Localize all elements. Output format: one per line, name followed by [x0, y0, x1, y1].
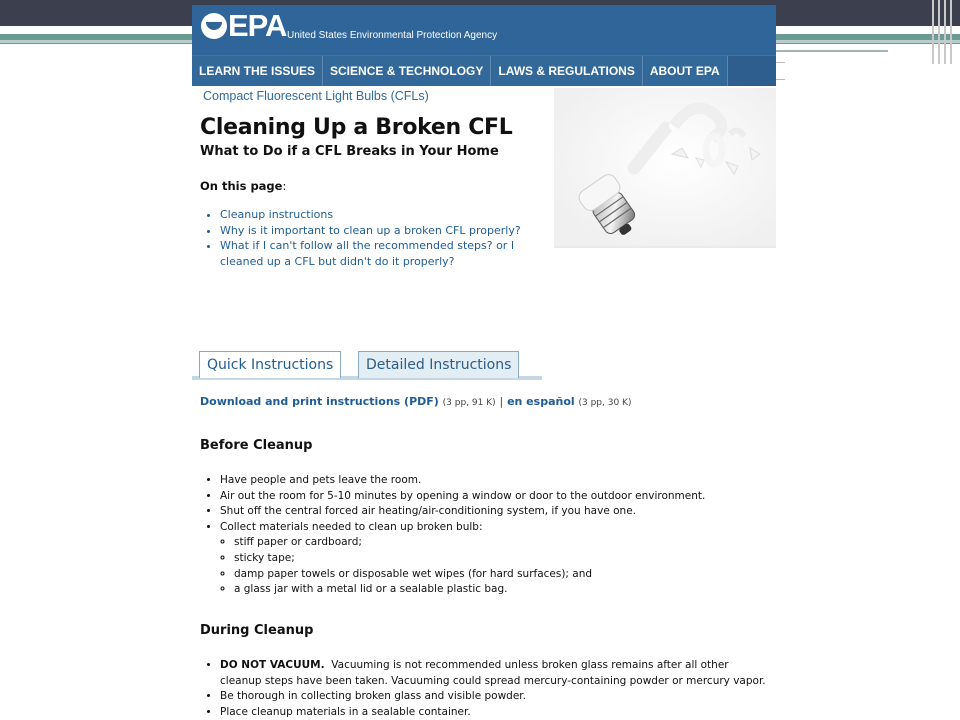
list-item: • Shut off the central forced air heating/air-conditioning system, if you have one.	[220, 504, 770, 520]
cfl-bulb-image	[554, 88, 776, 248]
download-links	[200, 395, 631, 408]
spanish-pdf-link[interactable]: en español	[507, 395, 575, 408]
before-cleanup-section	[200, 438, 770, 598]
link-separator: |	[499, 395, 504, 408]
tab-detailed-instructions[interactable]: Detailed Instructions	[358, 351, 519, 378]
download-pdf-link[interactable]: Download and print instructions (PDF)	[200, 395, 439, 408]
table-of-contents	[200, 207, 555, 269]
during-cleanup-list	[200, 658, 770, 720]
before-cleanup-list	[200, 473, 770, 598]
epa-logo-icon[interactable]	[201, 13, 227, 39]
slide-corner-lines	[928, 0, 960, 64]
during-cleanup-section	[200, 623, 770, 720]
materials-list	[220, 535, 770, 597]
list-item: • DO NOT VACUUM. Vacuuming is not recommended unless broken glass remains after all other cleanup steps have been taken. Vacuuming could spread mercury-containing powder or mercury vapor.	[220, 658, 770, 689]
nav-about-epa[interactable]: ABOUT EPA	[643, 56, 728, 86]
page-title: Cleaning Up a Broken CFL	[200, 115, 513, 140]
during-cleanup-heading: During Cleanup	[200, 623, 314, 638]
instruction-tabs	[192, 351, 776, 381]
list-item: • Have people and pets leave the room.	[220, 473, 770, 489]
nav-science-technology[interactable]: SCIENCE & TECHNOLOGY	[323, 56, 491, 86]
spanish-pdf-size: (3 pp, 30 K)	[578, 398, 632, 408]
breadcrumb[interactable]: Compact Fluorescent Light Bulbs (CFLs)	[203, 89, 429, 103]
list-item: ◦ sticky tape;	[234, 551, 770, 567]
list-item: ◦ a glass jar with a metal lid or a sealable plastic bag.	[234, 582, 770, 598]
do-not-vacuum: DO NOT VACUUM.	[220, 659, 325, 671]
list-item: • Be thorough in collecting broken glass and visible powder.	[220, 689, 770, 705]
page-subtitle: What to Do if a CFL Breaks in Your Home	[200, 144, 499, 159]
slide-underline	[776, 50, 888, 52]
epa-logo-text[interactable]: EPA	[228, 8, 287, 43]
on-this-page-label: On this page:	[200, 179, 287, 193]
nav-laws-regulations[interactable]: LAWS & REGULATIONS	[491, 56, 642, 86]
nav-learn-the-issues[interactable]: LEARN THE ISSUES	[192, 56, 323, 86]
list-item: • Place cleanup materials in a sealable container.	[220, 705, 770, 720]
before-cleanup-heading: Before Cleanup	[200, 438, 313, 453]
toc-link-what-if[interactable]: • What if I can't follow all the recommended steps? or I cleaned up a CFL but didn't do it properly?	[220, 238, 555, 269]
list-item: ◦ stiff paper or cardboard;	[234, 535, 770, 551]
list-item: • Air out the room for 5-10 minutes by opening a window or door to the outdoor environment.	[220, 489, 770, 505]
site-header	[192, 5, 776, 55]
tab-quick-instructions[interactable]: Quick Instructions	[199, 351, 341, 378]
list-item: ◦ damp paper towels or disposable wet wipes (for hard surfaces); and	[234, 567, 770, 583]
epa-webpage	[192, 5, 776, 720]
agency-name: United States Environmental Protection Agency	[287, 30, 498, 41]
list-item: • Collect materials needed to clean up broken bulb: ◦ stiff paper or cardboard; ◦ sticky tape; ◦ damp paper towels or disposable wet wipes (for hard surfaces); and ◦ a glass jar with a metal lid or a sealable plastic bag.	[220, 520, 770, 598]
main-nav	[192, 55, 776, 86]
toc-link-why-important[interactable]: • Why is it important to clean up a broken CFL properly?	[220, 223, 555, 239]
toc-link-cleanup[interactable]: • Cleanup instructions	[220, 207, 555, 223]
pdf-size: (3 pp, 91 K)	[442, 398, 496, 408]
